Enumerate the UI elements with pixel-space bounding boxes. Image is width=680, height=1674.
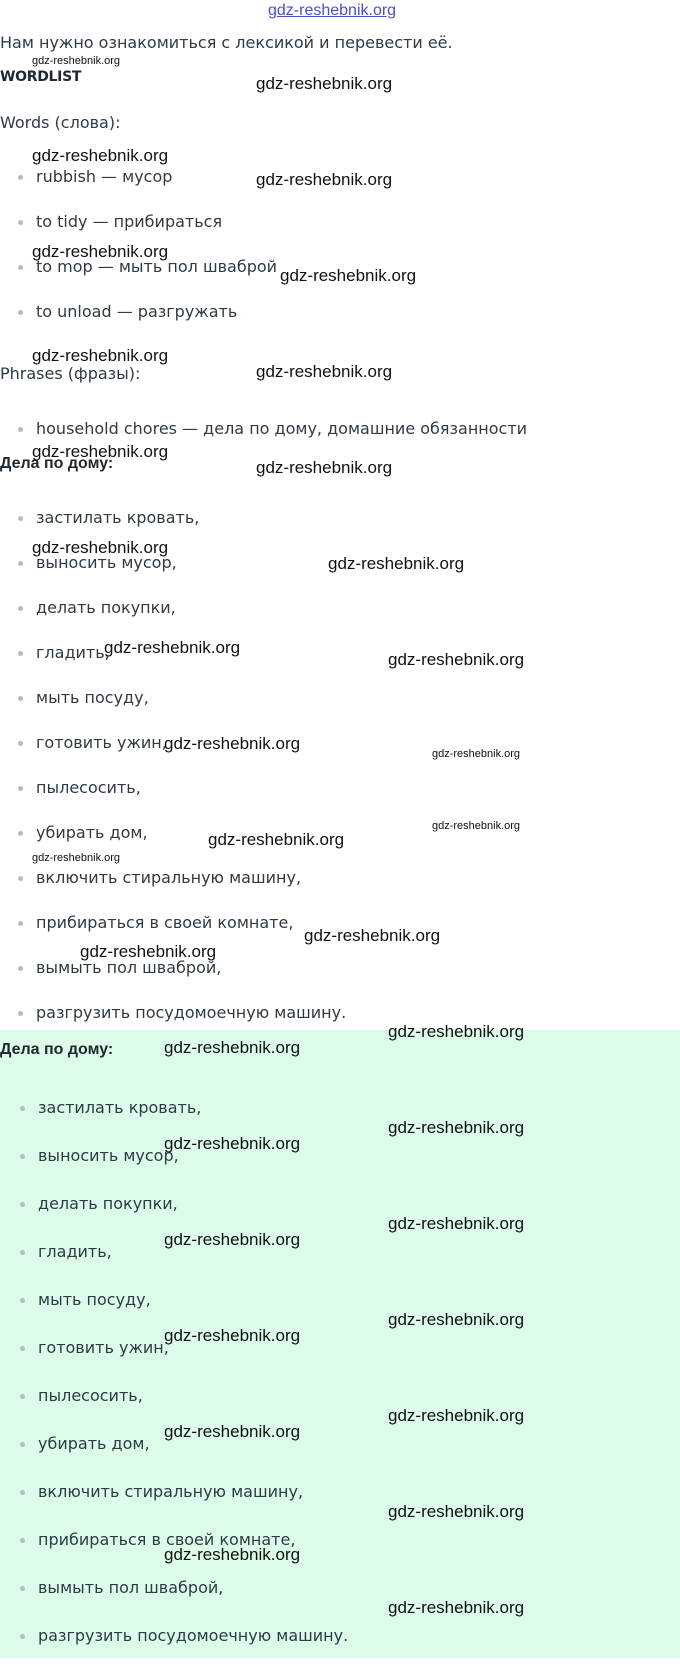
list-item: household chores — дела по дому, домашние обязанности <box>36 419 527 439</box>
list-item: делать покупки, <box>38 1194 348 1242</box>
watermark: gdz-reshebnik.org <box>164 1326 301 1345</box>
intro-text: Нам нужно ознакомиться с лексикой и перевести её. <box>0 33 453 52</box>
watermark: gdz-reshebnik.org <box>32 442 169 461</box>
bullet-icon <box>20 1202 25 1207</box>
bullet-icon <box>20 1106 25 1111</box>
bullet-icon <box>18 427 23 432</box>
list-item: пылесосить, <box>36 778 346 823</box>
watermark: gdz-reshebnik.org <box>80 942 217 961</box>
watermark: gdz-reshebnik.org <box>164 1545 301 1564</box>
bullet-icon <box>20 1154 25 1159</box>
bullet-icon <box>18 310 23 315</box>
watermark: gdz-reshebnik.org <box>164 734 301 753</box>
watermark: gdz-reshebnik.org <box>388 1406 525 1425</box>
watermark: gdz-reshebnik.org <box>388 1118 525 1137</box>
bullet-icon <box>18 921 23 926</box>
bullet-icon <box>20 1538 25 1543</box>
bullet-icon <box>18 966 23 971</box>
watermark: gdz-reshebnik.org <box>256 170 393 189</box>
answer-list <box>38 1098 348 1674</box>
answer-block <box>0 1030 680 1658</box>
bullet-icon <box>20 1586 25 1591</box>
bullet-icon <box>20 1346 25 1351</box>
watermark: gdz-reshebnik.org <box>256 362 393 381</box>
bullet-icon <box>20 1298 25 1303</box>
list-item: выносить мусор, <box>36 553 346 598</box>
phrases-list <box>36 419 527 439</box>
list-item: прибираться в своей комнате, <box>38 1530 348 1578</box>
watermark: gdz-reshebnik.org <box>388 1598 525 1617</box>
list-item: убирать дом, <box>38 1434 348 1482</box>
watermark: gdz-reshebnik.org <box>32 55 121 67</box>
watermark: gdz-reshebnik.org <box>164 1134 301 1153</box>
bullet-icon <box>18 1011 23 1016</box>
watermark: gdz-reshebnik.org <box>388 1502 525 1521</box>
bullet-icon <box>18 741 23 746</box>
bullet-icon <box>18 786 23 791</box>
bullet-icon <box>18 606 23 611</box>
watermark: gdz-reshebnik.org <box>388 650 525 669</box>
list-item: прибираться в своей комнате, <box>36 913 346 958</box>
watermark: gdz-reshebnik.org <box>256 458 393 477</box>
list-item: включить стиральную машину, <box>38 1482 348 1530</box>
list-item: выносить мусор, <box>38 1146 348 1194</box>
list-item: гладить, <box>36 643 346 688</box>
watermark: gdz-reshebnik.org <box>164 1230 301 1249</box>
list-item: застилать кровать, <box>38 1098 348 1146</box>
bullet-icon <box>18 516 23 521</box>
words-label: Words (слова): <box>0 113 121 132</box>
list-item: гладить, <box>38 1242 348 1290</box>
list-item: rubbish — мусор <box>36 167 277 212</box>
list-item: to tidy — прибираться <box>36 212 277 257</box>
bullet-icon <box>20 1634 25 1639</box>
bullet-icon <box>18 876 23 881</box>
watermark: gdz-reshebnik.org <box>164 1422 301 1441</box>
watermark: gdz-reshebnik.org <box>32 146 169 165</box>
list-item: готовить ужин, <box>36 733 346 778</box>
watermark: gdz-reshebnik.org <box>388 1214 525 1233</box>
watermark: gdz-reshebnik.org <box>280 266 417 285</box>
bullet-icon <box>18 696 23 701</box>
bullet-icon <box>18 265 23 270</box>
wordlist-title: WORDLIST <box>0 69 82 85</box>
answer-heading: Дела по дому: <box>0 1041 114 1058</box>
list-item: пылесосить, <box>38 1386 348 1434</box>
list-item: застилать кровать, <box>36 508 346 553</box>
bullet-icon <box>18 651 23 656</box>
watermark: gdz-reshebnik.org <box>32 346 169 365</box>
watermark: gdz-reshebnik.org <box>432 820 521 832</box>
list-item: разгрузить посудомоечную машину. <box>36 1003 346 1048</box>
list-item: делать покупки, <box>36 598 346 643</box>
list-item: готовить ужин, <box>38 1338 348 1386</box>
bullet-icon <box>18 831 23 836</box>
site-link[interactable]: gdz-reshebnik.org <box>268 2 397 19</box>
watermark: gdz-reshebnik.org <box>256 74 393 93</box>
list-item: убирать дом, <box>36 823 346 868</box>
bullet-icon <box>18 175 23 180</box>
bullet-icon <box>18 561 23 566</box>
bullet-icon <box>18 220 23 225</box>
watermark: gdz-reshebnik.org <box>164 1038 301 1057</box>
list-item: включить стиральную машину, <box>36 868 346 913</box>
phrases-label: Phrases (фразы): <box>0 364 141 383</box>
watermark: gdz-reshebnik.org <box>32 538 169 557</box>
chores-list <box>36 508 346 1048</box>
watermark: gdz-reshebnik.org <box>328 554 465 573</box>
watermark: gdz-reshebnik.org <box>388 1310 525 1329</box>
list-item: мыть посуду, <box>36 688 346 733</box>
list-item: вымыть пол шваброй, <box>36 958 346 1003</box>
chores-heading: Дела по дому: <box>0 455 114 472</box>
bullet-icon <box>20 1490 25 1495</box>
list-item: to unload — разгружать <box>36 302 277 347</box>
list-item: вымыть пол шваброй, <box>38 1578 348 1626</box>
watermark: gdz-reshebnik.org <box>388 1022 525 1041</box>
watermark: gdz-reshebnik.org <box>32 852 121 864</box>
watermark: gdz-reshebnik.org <box>104 638 241 657</box>
watermark: gdz-reshebnik.org <box>432 748 521 760</box>
watermark: gdz-reshebnik.org <box>304 926 441 945</box>
bullet-icon <box>20 1442 25 1447</box>
watermark: gdz-reshebnik.org <box>208 830 345 849</box>
bullet-icon <box>20 1394 25 1399</box>
list-item: мыть посуду, <box>38 1290 348 1338</box>
list-item: разгрузить посудомоечную машину. <box>38 1626 348 1674</box>
list-item: to mop — мыть пол шваброй <box>36 257 277 302</box>
watermark: gdz-reshebnik.org <box>32 242 169 261</box>
bullet-icon <box>20 1250 25 1255</box>
